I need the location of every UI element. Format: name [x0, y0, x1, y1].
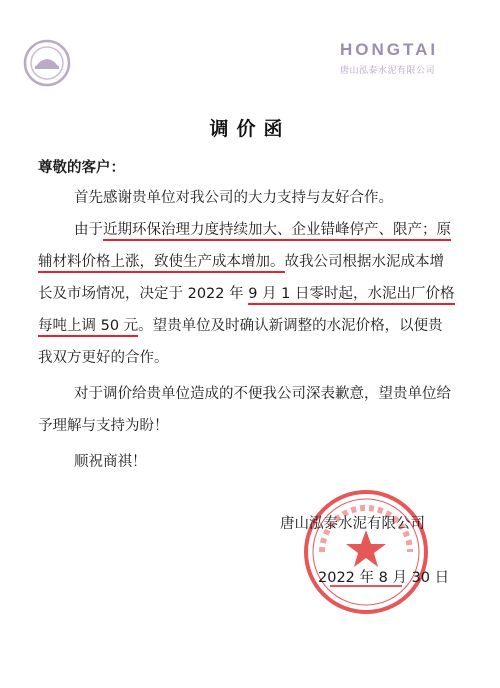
paragraph-1: 首先感谢贵单位对我公司的大力支持与友好合作。	[74, 190, 393, 206]
text-run: 长及市场情况，决定于 2022 年	[38, 286, 249, 302]
text-run: 故我公司根据水泥成本增	[284, 254, 444, 270]
brand-subtitle: 唐山泓泰水泥有限公司	[340, 66, 436, 76]
paragraph-2-line-2	[38, 250, 444, 271]
signature-company: 唐山泓泰水泥有限公司	[280, 516, 425, 532]
document-title: 调价函	[209, 118, 291, 140]
salutation: 尊敬的客户：	[38, 160, 125, 176]
signature-date: 2022 年 8 月 30 日	[318, 570, 450, 586]
paragraph-3-line-1: 对于调价给贵单位造成的不便我公司深表歉意，望贵单位给	[74, 386, 451, 402]
brand-block	[340, 40, 460, 76]
text-run: 由于	[74, 222, 103, 238]
paragraph-2-line-3	[38, 282, 455, 303]
underlined-text: 近期环保治理力度持续加大、企业错峰停产、限产；原	[103, 222, 451, 241]
logo-icon	[22, 38, 72, 88]
paragraph-2-line-4	[38, 314, 443, 335]
company-seal-icon	[300, 486, 432, 618]
paragraph-2-line-5: 我双方更好的合作。	[38, 350, 169, 366]
underlined-text: 9 月 1 日零时起，水泥出厂价格	[248, 286, 454, 305]
paragraph-3-line-2: 予理解与支持为盼！	[38, 418, 169, 434]
company-logo	[22, 38, 72, 88]
text-run: 。望贵单位及时确认新调整的水泥价格，以便贵	[138, 318, 443, 334]
brand-name: HONGTAI	[340, 40, 439, 59]
underlined-text: 每吨上调 50 元	[38, 318, 138, 337]
closing-wishes: 顺祝商祺！	[74, 454, 147, 470]
underlined-text: 辅材料价格上涨，致使生产成本增加。	[38, 254, 285, 273]
paragraph-2-line-1	[74, 218, 451, 239]
